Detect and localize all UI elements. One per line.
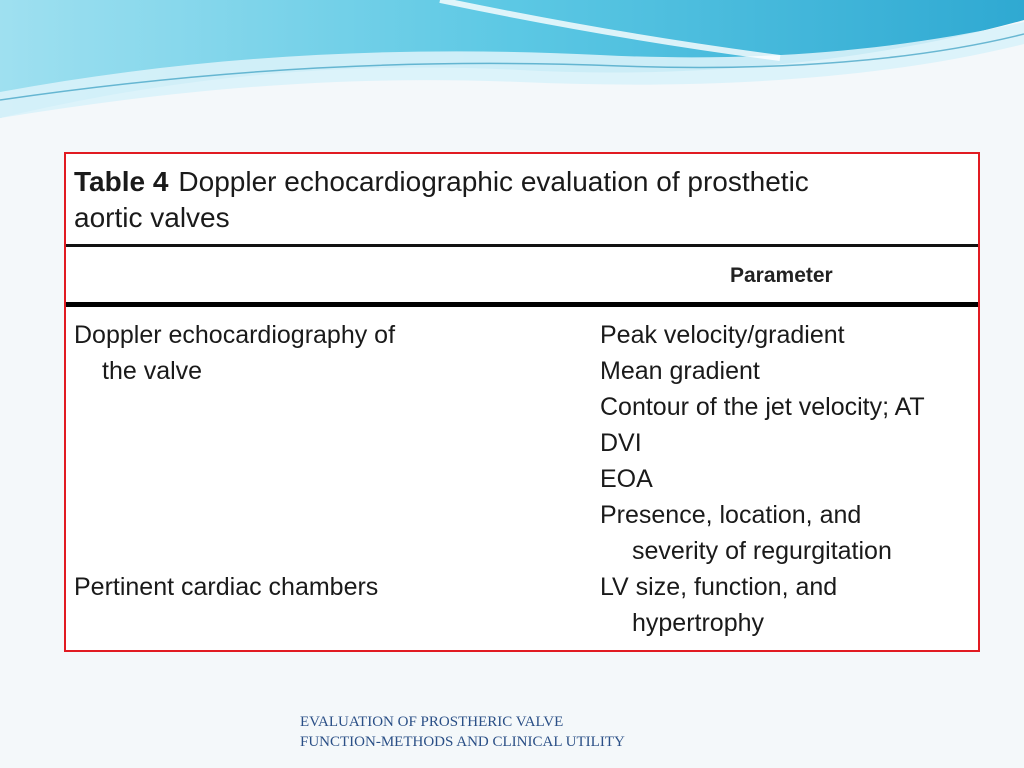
param-regurgitation-line2: severity of regurgitation: [632, 537, 892, 565]
table-title-line2: aortic valves: [74, 202, 230, 233]
footer-line2: FUNCTION-METHODS AND CLINICAL UTILITY: [300, 734, 625, 750]
table-left-column: [74, 317, 574, 605]
param-regurgitation-line1: Presence, location, and: [600, 501, 862, 529]
param-lv-line1: LV size, function, and: [600, 573, 838, 601]
footer-line1: EVALUATION OF PROSTHERIC VALVE: [300, 714, 564, 730]
slide-footer: [300, 712, 625, 752]
header-wave-decoration: [0, 0, 1024, 130]
param-lv-line2: hypertrophy: [632, 609, 765, 637]
param-peak-velocity: Peak velocity/gradient: [600, 321, 845, 349]
table-title-line1: Doppler echocardiographic evaluation of prosthetic: [178, 166, 809, 197]
table-title: [74, 164, 974, 236]
table-header-rule: [66, 302, 980, 307]
param-dvi: DVI: [600, 429, 642, 457]
param-jet-contour: Contour of the jet velocity; AT: [600, 393, 925, 421]
table-top-rule: [66, 244, 980, 247]
left-row1-line1: Doppler echocardiography of: [74, 321, 396, 349]
left-row1-line2: the valve: [102, 357, 203, 385]
left-row2: Pertinent cardiac chambers: [74, 573, 379, 601]
param-mean-gradient: Mean gradient: [600, 357, 760, 385]
table-figure: [64, 152, 980, 652]
table-label: Table 4: [74, 166, 169, 197]
column-header-parameter: Parameter: [730, 264, 833, 287]
table-right-column: [600, 317, 980, 641]
param-eoa: EOA: [600, 465, 653, 493]
